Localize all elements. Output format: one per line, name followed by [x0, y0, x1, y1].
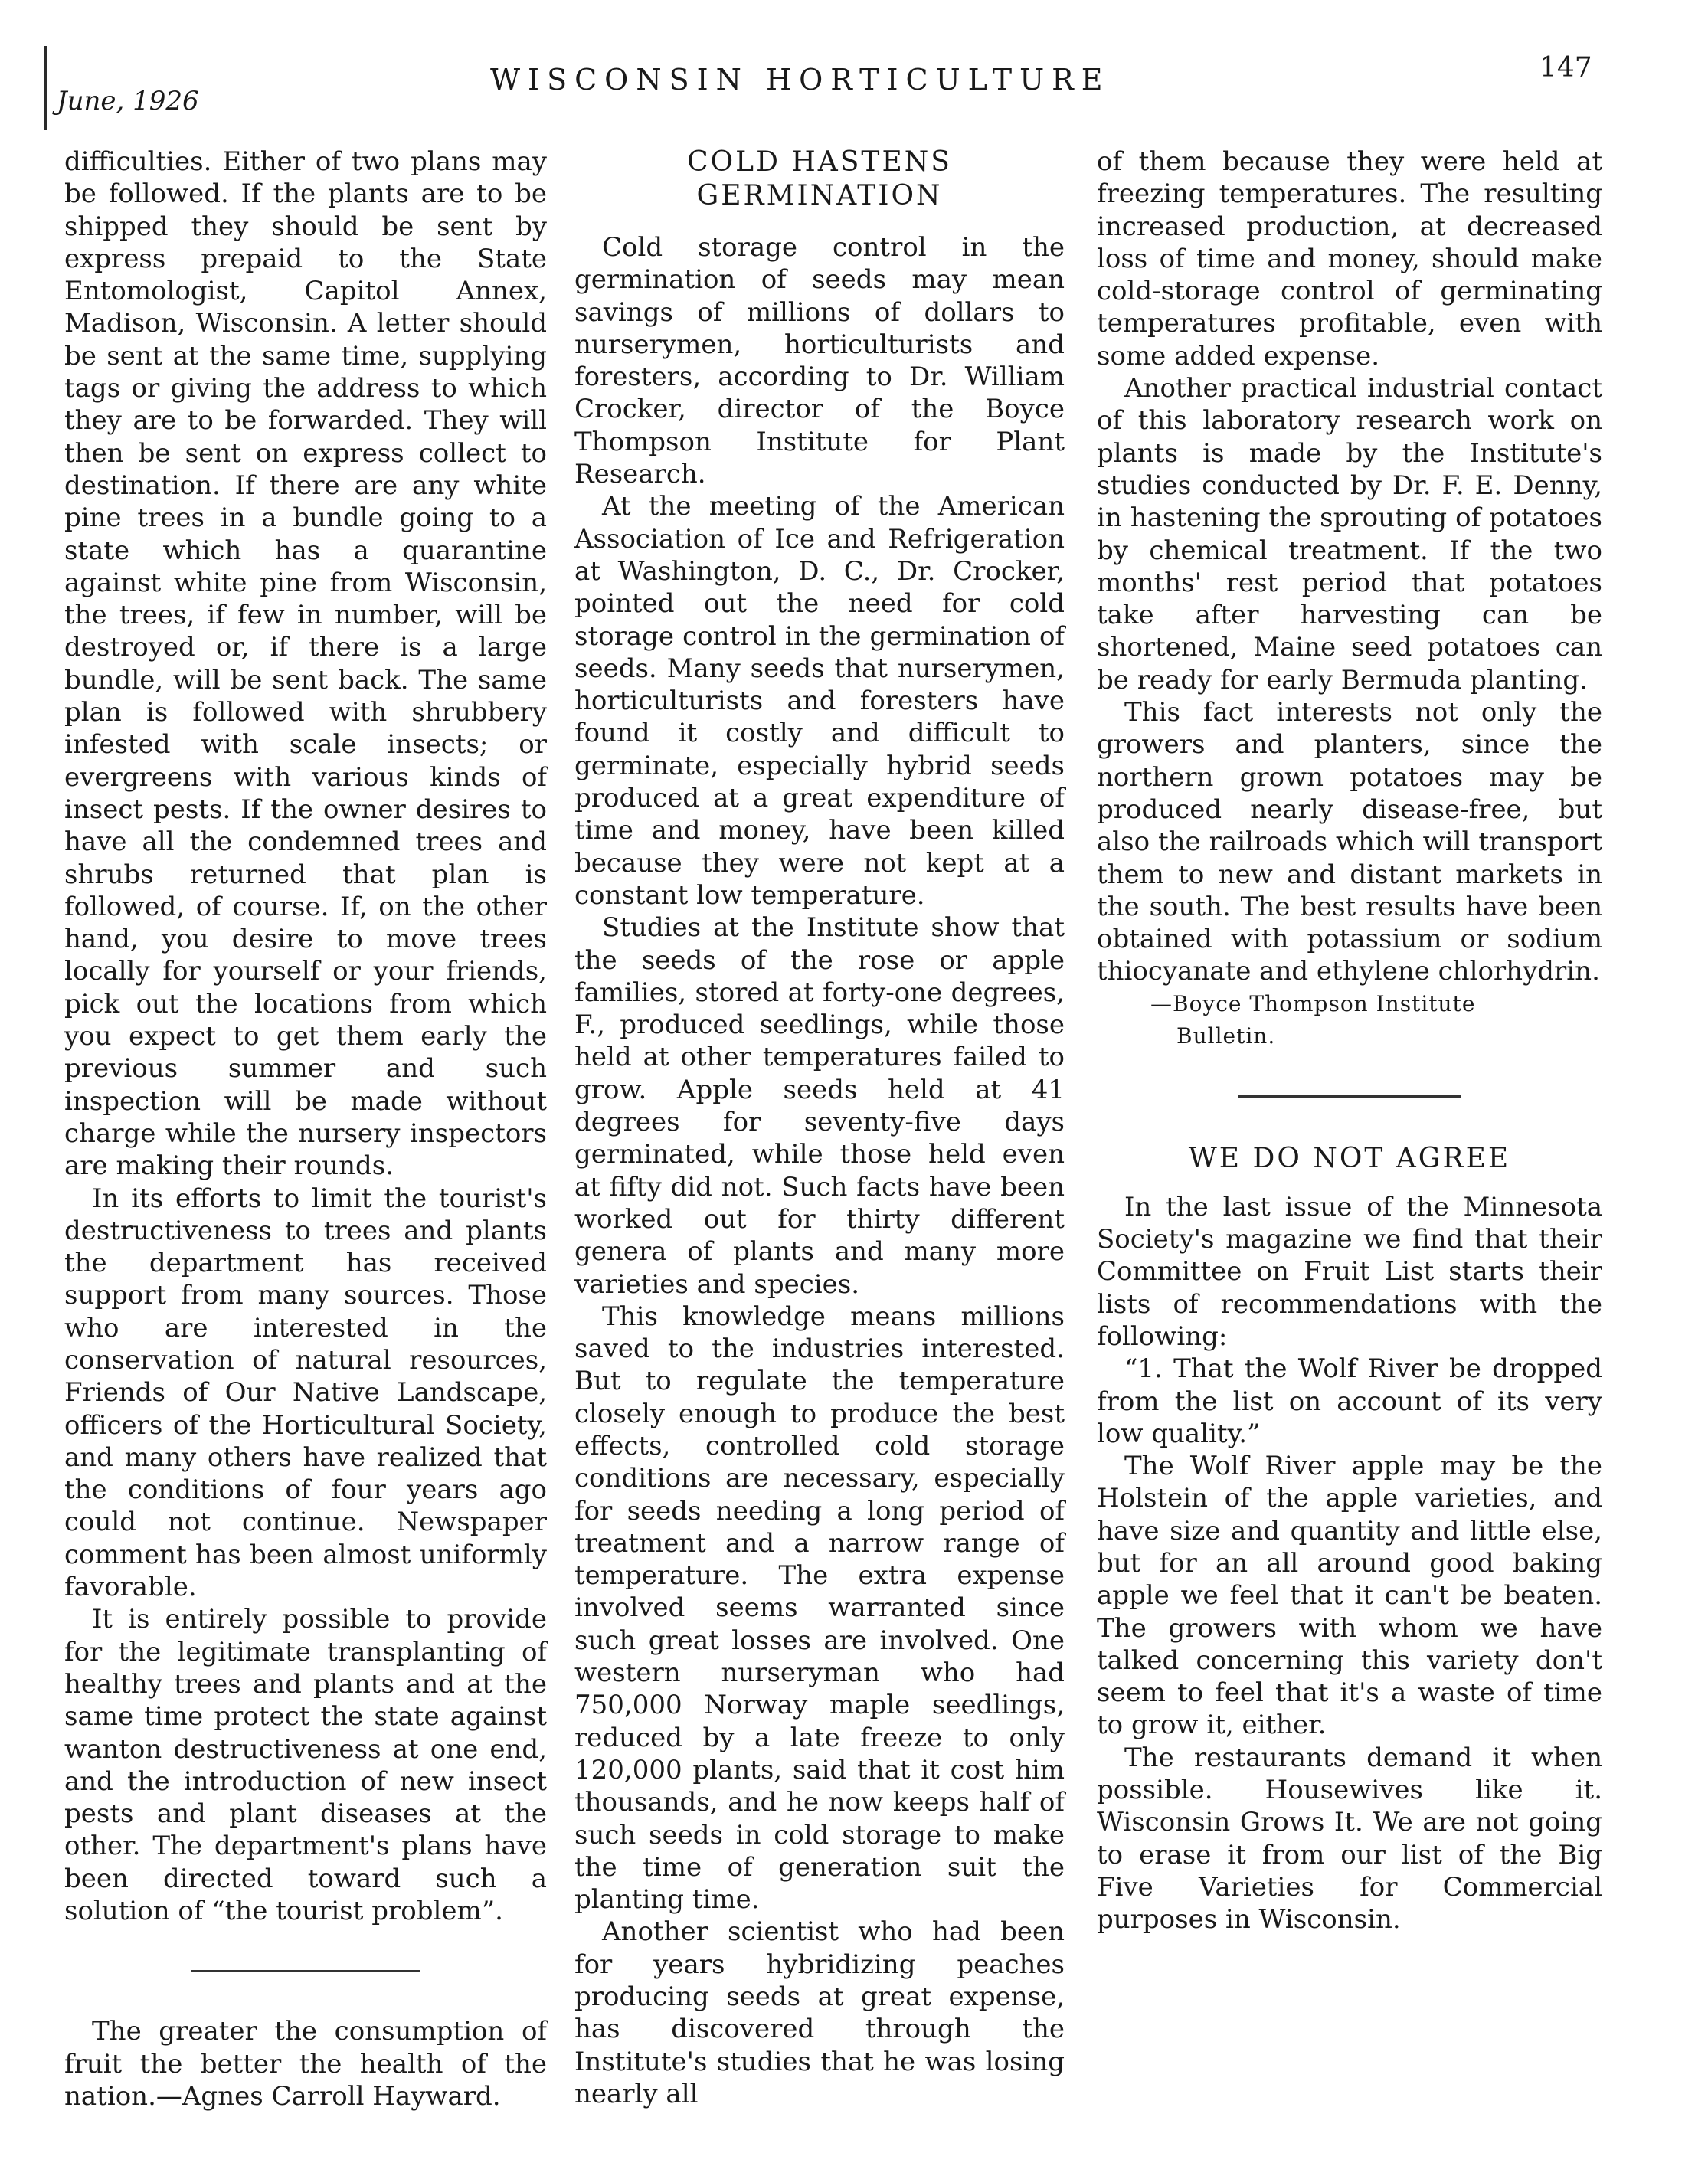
section-divider — [191, 1970, 420, 1972]
article-paragraph: The restaurants demand it when possible. Housewives like it. Wisconsin Grows It. We are not going to erase it from our list of the Big Five Varieties for Commercial purposes in Wisconsin. — [1097, 1742, 1602, 1936]
article-heading: WE DO NOT AGREE — [1188, 1142, 1511, 1174]
article-paragraph: of them because they were held at freezing temperatures. The resulting increased production, at decreased loss of time and money, should make cold-storage control of germinating temperatures profitable, even with some added expense. — [1097, 146, 1602, 371]
journal-title: WISCONSIN HORTICULTURE — [490, 63, 1111, 97]
article-paragraph: Another scientist who had been for years hybridizing peaches producing seeds at great expense, has discovered through the Institute's studies that he was losing nearly all — [574, 1916, 1065, 2109]
article-continuation-paragraph: difficulties. Either of two plans may be followed. If the plants are to be shipped they should be sent by express prepaid to the State Entomologist, Capitol Annex, Madison, Wisconsin. A letter should be sent at the same time, supplying tags or giving the address to which they are to be forwarded. They will then be sent on express collect to destination. If there are any white pine trees in a bundle going to a state which has a quarantine against white pine from Wisconsin, the trees, if few in number, will be destroyed or, if there is a large bundle, will be sent back. The same plan is followed with shrubbery infested with scale insects; or evergreens with various kinds of insect pests. If the owner desires to have all the condemned trees and shrubs returned that plan is followed, of course. If, on the other hand, you desire to move trees locally for yourself or your friends, pick out the locations from which you expect to get them early the previous summer and such inspection will be made without charge while the nursery inspectors are making their rounds. — [64, 146, 547, 1182]
article-paragraph: “1. That the Wolf River be dropped from the list on account of its very low quality.” — [1097, 1353, 1602, 1449]
credit-line: —Boyce Thompson Institute — [1150, 990, 1476, 1016]
section-divider — [1238, 1095, 1461, 1098]
article-paragraph: Studies at the Institute show that the seeds of the rose or apple families, stored at forty-one degrees, F., produced seedlings, while those held at other temperatures failed to grow. Apple seeds held at 41 degrees for seventy-five days germinated, while those held even at fifty did not. Such facts have been worked out for thirty different genera of plants and many more varieties and species. — [574, 912, 1065, 1300]
column-right — [1097, 146, 1602, 1936]
article-paragraph: Another practical industrial contact of this laboratory research work on plants is made by the Institute's studies conducted by Dr. F. E. Denny, in hastening the sprouting of potatoes by chemical treatment. If the two months' rest period that potatoes take after harvesting can be shortened, Maine seed potatoes can be ready for early Bermuda planting. — [1097, 373, 1602, 695]
credit-line: Bulletin. — [1176, 1023, 1276, 1049]
article-heading: COLD HASTENS GERMINATION — [687, 146, 952, 211]
source-credit — [1097, 988, 1602, 1052]
quote-paragraph: The greater the consumption of fruit the better the health of the nation.—Agnes Carroll Hayward. — [64, 2016, 547, 2112]
transplanting-paragraph: It is entirely possible to provide for the legitimate transplanting of healthy trees and plants and at the same time protect the state against wanton destructiveness at one end, and the introduction of new insect pests and plant diseases at the other. The department's plans have been directed toward such a solution of “the tourist problem”. — [64, 1604, 547, 1927]
article-paragraph: This knowledge means millions saved to the industries interested. But to regulate the temperature closely enough to produce the best effects, controlled cold storage conditions are necessary, especially for seeds needing a long period of treatment and a narrow range of temperature. The extra expense involved seems warranted since such great losses are involved. One western nurseryman who had 750,000 Norway maple seedlings, reduced by a late freeze to only 120,000 plants, said that it cost him thousands, and he now keeps half of such seeds in cold storage to make the time of generation suit the planting time. — [574, 1301, 1065, 1916]
tourist-paragraph: In its efforts to limit the tourist's destructiveness to trees and plants the department has received support from many sources. Those who are interested in the conservation of natural resources, Friends of Our Native Landscape, officers of the Horticultural Society, and many others have realized that the conditions of four years ago could not continue. Newspaper comment has been almost uniformly favorable. — [64, 1183, 547, 1603]
column-left — [64, 146, 547, 2112]
article-paragraph: Cold storage control in the germination of seeds may mean savings of millions of dollars to nurserymen, horticulturists and foresters, according to Dr. William Crocker, director of the Boyce Thompson Institute for Plant Research. — [574, 232, 1065, 490]
issue-date: June, 1926 — [57, 86, 199, 116]
article-paragraph: This fact interests not only the growers and planters, since the northern grown potatoes may be produced nearly disease-free, but also the railroads which will transport them to new and distant markets in the south. The best results have been obtained with potassium or sodium thiocyanate and ethylene chlorhydrin. — [1097, 697, 1602, 987]
page-number: 147 — [1539, 52, 1592, 83]
article-paragraph: In the last issue of the Minnesota Society's magazine we find that their Committee on Fruit List starts their lists of recommendations with the following: — [1097, 1191, 1602, 1352]
binding-edge-rule — [44, 46, 47, 130]
article-paragraph: At the meeting of the American Association of Ice and Refrigeration at Washington, D. C., Dr. Crocker, pointed out the need for cold storage control in the germination of seeds. Many seeds that nurserymen, horticulturists and foresters have found it costly and difficult to germinate, especially hybrid seeds produced at a great expenditure of time and money, have been killed because they were not kept at a constant low temperature. — [574, 491, 1065, 911]
column-middle — [574, 146, 1065, 2110]
article-paragraph: The Wolf River apple may be the Holstein of the apple varieties, and have size and quantity and little else, but for an all around good baking apple we feel that it can't be beaten. The growers with whom we have talked concerning this variety don't seem to feel that it's a waste of time to grow it, either. — [1097, 1451, 1602, 1741]
